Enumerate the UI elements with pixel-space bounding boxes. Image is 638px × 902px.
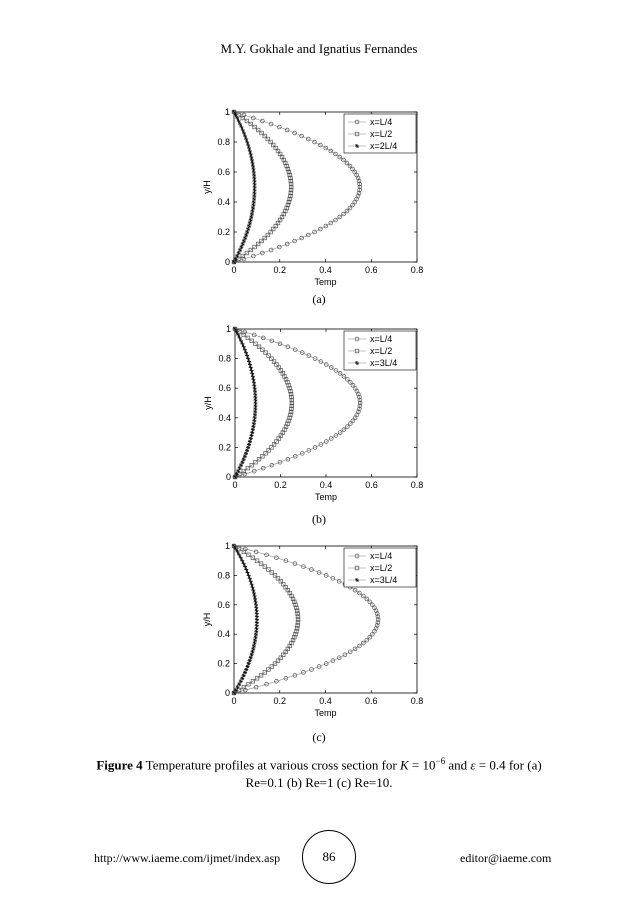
legend-label: x=L/4 <box>370 334 393 344</box>
data-point <box>252 644 256 648</box>
legend-label: x=3L/4 <box>370 358 398 368</box>
x-tick-label: 0.2 <box>273 265 287 275</box>
y-tick-label: 0 <box>225 472 231 482</box>
x-tick-label: 0.8 <box>410 696 424 706</box>
data-point <box>250 585 254 589</box>
legend-label: x=L/2 <box>370 129 393 139</box>
y-tick-label: 0.4 <box>217 629 230 640</box>
figure-a-label: (a) <box>312 292 326 306</box>
y-tick-label: 0.8 <box>217 570 230 581</box>
data-point <box>250 650 254 654</box>
legend-label: x=2L/4 <box>370 141 398 151</box>
y-axis-label: y/H <box>203 396 213 410</box>
legend-label: x=L/2 <box>370 563 393 573</box>
x-tick-label: 0 <box>231 265 237 275</box>
y-axis-label: y/H <box>202 180 212 194</box>
footer-email-link[interactable]: editor@iaeme.com <box>460 851 552 865</box>
data-point <box>254 600 258 604</box>
figure-b-label: (b) <box>312 512 326 526</box>
caption-figure-label: Figure 4 <box>96 757 143 773</box>
data-point <box>253 638 257 642</box>
caption-k-exponent: −6 <box>435 756 446 766</box>
y-tick-label: 0.4 <box>218 412 231 423</box>
y-tick-label: 0.8 <box>218 353 231 364</box>
caption-k-symbol: K <box>399 757 409 773</box>
caption-text: Temperature profiles at various cross section for <box>142 757 400 773</box>
x-tick-label: 0 <box>231 696 237 706</box>
page-number: 86 <box>302 830 356 884</box>
x-axis-label: Temp <box>314 708 337 718</box>
x-tick-label: 0.4 <box>319 480 333 490</box>
x-tick-label: 0.2 <box>274 480 287 490</box>
y-tick-label: 0 <box>224 688 230 698</box>
data-point <box>252 591 256 595</box>
data-point <box>251 588 255 592</box>
caption-k-value: = 10 <box>408 757 436 773</box>
data-point <box>253 597 257 601</box>
figure-caption <box>60 752 578 792</box>
y-tick-label: 1 <box>225 324 231 334</box>
y-tick-label: 0.2 <box>218 442 231 453</box>
y-tick-label: 0.6 <box>217 599 230 610</box>
x-tick-label: 0.4 <box>319 265 332 275</box>
y-axis-label: y/H <box>202 612 212 627</box>
y-tick-label: 1 <box>224 107 230 117</box>
running-header: M.Y. Gokhale and Ignatius Fernandes <box>220 41 418 56</box>
legend-label: x=L/4 <box>370 117 393 127</box>
y-tick-label: 0 <box>224 257 230 267</box>
data-point <box>250 653 254 657</box>
x-tick-label: 0 <box>232 480 238 490</box>
x-tick-label: 0.6 <box>365 480 378 490</box>
caption-line-2: Re=0.1 (b) Re=1 (c) Re=10. <box>245 775 393 791</box>
caption-text-end: for (a) <box>505 757 542 773</box>
data-point <box>253 641 257 645</box>
x-tick-label: 0.2 <box>273 696 287 706</box>
y-tick-label: 1 <box>224 541 230 551</box>
data-point <box>250 582 254 586</box>
legend-label: x=3L/4 <box>370 575 398 585</box>
x-axis-label: Temp <box>314 277 337 287</box>
caption-epsilon-value: = 0.4 <box>475 757 506 773</box>
y-tick-label: 0.2 <box>217 227 230 237</box>
y-tick-label: 0.8 <box>217 137 230 147</box>
y-tick-label: 0.4 <box>217 197 230 207</box>
x-tick-label: 0.8 <box>410 480 424 490</box>
y-tick-label: 0.6 <box>217 167 230 177</box>
legend-label: x=L/2 <box>370 346 393 356</box>
figure-c-label: (c) <box>312 730 326 744</box>
x-tick-label: 0.6 <box>364 265 378 275</box>
legend-label: x=L/4 <box>370 551 393 561</box>
x-axis-label: Temp <box>314 492 338 502</box>
data-point <box>251 647 255 651</box>
y-tick-label: 0.2 <box>217 658 230 669</box>
caption-epsilon-symbol: ε <box>470 757 476 773</box>
caption-and: and <box>445 757 471 773</box>
x-tick-label: 0.8 <box>410 265 424 275</box>
data-point <box>253 594 257 598</box>
footer-url-link[interactable]: http://www.iaeme.com/ijmet/index.asp <box>94 851 281 865</box>
x-tick-label: 0.6 <box>364 696 378 706</box>
x-tick-label: 0.4 <box>319 696 332 706</box>
y-tick-label: 0.6 <box>218 383 231 394</box>
